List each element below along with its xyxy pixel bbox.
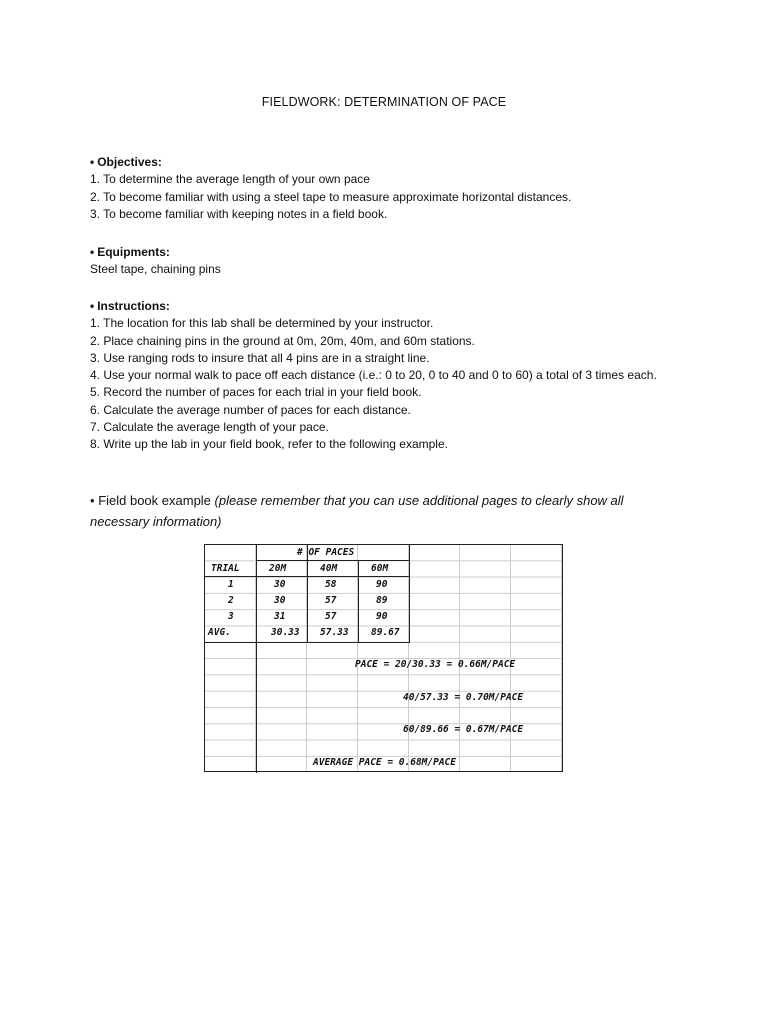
instruction-item: 5. Record the number of paces for each trial in your field book. [90, 385, 422, 400]
instructions-heading: • Instructions: [90, 299, 170, 313]
table-cell: 30 [274, 579, 286, 590]
page-margin-rule [256, 643, 257, 773]
column-header: 20M [269, 563, 287, 574]
bullet-icon: • [90, 299, 95, 313]
bullet-icon: • [90, 155, 95, 169]
instruction-item: 6. Calculate the average number of paces for each distance. [90, 402, 411, 417]
instruction-item: 4. Use your normal walk to pace off each distance (i.e.: 0 to 20, 0 to 40 and 0 to 60) a total of 3 times each. [90, 368, 657, 383]
table-rule [358, 561, 359, 643]
table-cell: 31 [274, 611, 286, 622]
objectives-heading: • Objectives: [90, 155, 162, 169]
table-cell: 30 [274, 595, 286, 606]
table-cell: 58 [325, 579, 337, 590]
objective-item: 1. To determine the average length of your own pace [90, 172, 370, 187]
bullet-icon: • [90, 493, 95, 508]
trial-cell: 2 [228, 595, 234, 606]
column-header: TRIAL [211, 563, 240, 574]
field-book-example [204, 544, 563, 772]
page-title: FIELDWORK: DETERMINATION OF PACE [261, 95, 507, 109]
trial-cell: 1 [228, 579, 234, 590]
table-cell: 57 [325, 611, 337, 622]
bullet-icon: • [90, 245, 95, 259]
trial-cell: 3 [228, 611, 234, 622]
instruction-item: 3. Use ranging rods to insure that all 4 pins are in a straight line. [90, 350, 430, 365]
equipments-section [90, 244, 690, 279]
field-book-lead: Field book example [98, 493, 211, 508]
column-header: 40M [320, 563, 338, 574]
objective-item: 3. To become familiar with keeping notes in a field book. [90, 206, 388, 221]
equipments-heading: • Equipments: [90, 245, 170, 259]
instruction-item: 1. The location for this lab shall be determined by your instructor. [90, 316, 434, 331]
instructions-section [90, 298, 690, 454]
column-header: 60M [371, 563, 389, 574]
instruction-item: 2. Place chaining pins in the ground at 0m, 20m, 40m, and 60m stations. [90, 333, 475, 348]
objectives-section [90, 154, 690, 223]
calculation-line: PACE = 20/30.33 = 0.66M/PACE [355, 659, 516, 670]
average-label: AVG. [208, 627, 231, 638]
instruction-item: 7. Calculate the average length of your pace. [90, 420, 329, 435]
table-cell: 89 [376, 595, 388, 606]
calculation-line: AVERAGE PACE = 0.68M/PACE [313, 757, 456, 768]
equipments-text: Steel tape, chaining pins [90, 262, 221, 277]
objective-item: 2. To become familiar with using a steel tape to measure approximate horizontal distances. [90, 189, 572, 204]
average-cell: 89.67 [371, 627, 400, 638]
table-cell: 90 [376, 611, 388, 622]
calculation-line: 40/57.33 = 0.70M/PACE [403, 692, 524, 703]
table-cell: 90 [376, 579, 388, 590]
table-rule [205, 576, 410, 577]
table-rule [256, 560, 410, 561]
calculation-line: 60/89.66 = 0.67M/PACE [403, 724, 524, 735]
field-book-intro [90, 490, 670, 532]
table-rule [205, 642, 410, 643]
average-cell: 30.33 [271, 627, 300, 638]
paces-group-header: # OF PACES [297, 547, 355, 558]
average-cell: 57.33 [320, 627, 349, 638]
instruction-item: 8. Write up the lab in your field book, refer to the following example. [90, 437, 448, 452]
field-book-note: (please remember that you can use additional pages to clearly show all necessary information) [90, 493, 624, 529]
table-cell: 57 [325, 595, 337, 606]
